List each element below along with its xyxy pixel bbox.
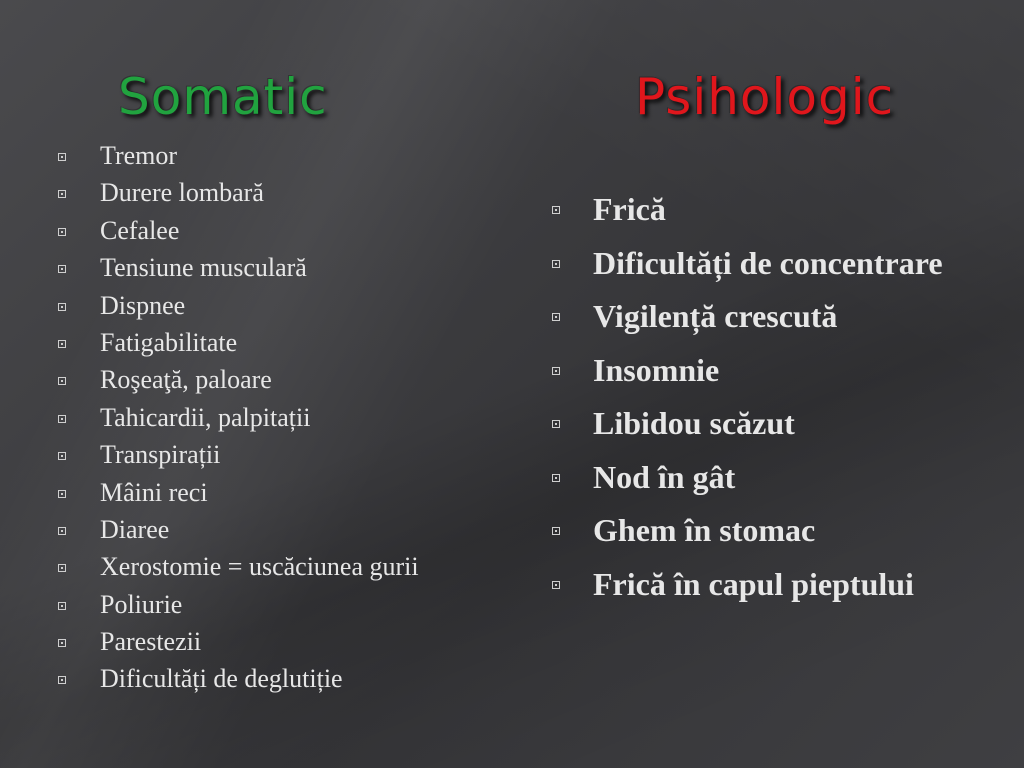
square-bullet-icon (552, 474, 560, 482)
list-item (58, 516, 478, 544)
list-item-text: Frică în capul pieptului (593, 565, 914, 602)
list-item (552, 349, 992, 391)
list-item-text: Durere lombară (100, 178, 264, 208)
square-bullet-icon (552, 527, 560, 535)
square-bullet-icon (58, 564, 66, 572)
square-bullet-icon (552, 581, 560, 589)
square-bullet-icon (58, 265, 66, 273)
list-item-text: Transpirații (100, 440, 221, 470)
list-item-text: Xerostomie = uscăciunea gurii (100, 552, 419, 582)
square-bullet-icon (552, 367, 560, 375)
list-item (58, 591, 478, 619)
square-bullet-icon (58, 153, 66, 161)
square-bullet-icon (58, 303, 66, 311)
list-item (552, 509, 992, 551)
list-item (552, 188, 992, 230)
list-item (58, 292, 478, 320)
list-item-text: Roşeaţă, paloare (100, 365, 272, 395)
list-item (58, 479, 478, 507)
list-item-text: Parestezii (100, 627, 202, 657)
list-item (552, 402, 992, 444)
list-item (58, 404, 478, 432)
list-item-text: Dispnee (100, 290, 186, 320)
list-item-text: Tensiune musculară (100, 253, 307, 283)
list-item (552, 242, 992, 284)
list-item-text: Dificultăți de concentrare (593, 244, 943, 281)
list-item-text: Nod în gât (593, 458, 736, 495)
square-bullet-icon (552, 260, 560, 268)
list-item (58, 366, 478, 394)
list-item-text: Mâini reci (100, 477, 208, 507)
list-item-text: Tremor (100, 141, 178, 170)
square-bullet-icon (552, 420, 560, 428)
list-item-text: Vigilență crescută (593, 298, 838, 334)
list-item-text: Libidou scăzut (593, 405, 795, 441)
square-bullet-icon (58, 415, 66, 423)
square-bullet-icon (58, 377, 66, 385)
list-item (58, 179, 478, 207)
list-item-text: Fatigabilitate (100, 327, 238, 357)
square-bullet-icon (58, 676, 66, 684)
list-item (552, 295, 992, 337)
list-item-text: Poliurie (100, 589, 183, 619)
somatic-heading: Somatic (118, 68, 328, 126)
list-item (552, 563, 992, 605)
square-bullet-icon (58, 190, 66, 198)
list-item-text: Dificultăți de deglutiție (100, 664, 343, 694)
square-bullet-icon (552, 313, 560, 321)
list-item (58, 628, 478, 656)
square-bullet-icon (58, 602, 66, 610)
square-bullet-icon (58, 490, 66, 498)
square-bullet-icon (58, 639, 66, 647)
list-item (58, 217, 478, 245)
somatic-symptom-list (58, 142, 478, 703)
list-item (58, 254, 478, 282)
list-item (552, 456, 992, 498)
list-item (58, 553, 478, 581)
list-item-text: Tahicardii, palpitații (100, 402, 311, 432)
square-bullet-icon (58, 228, 66, 236)
square-bullet-icon (552, 206, 560, 214)
psihologic-heading: Psihologic (635, 68, 895, 126)
list-item (58, 441, 478, 469)
list-item-text: Insomnie (593, 351, 720, 388)
list-item-text: Diaree (100, 514, 170, 544)
list-item (58, 142, 478, 170)
list-item (58, 329, 478, 357)
list-item-text: Ghem în stomac (593, 512, 816, 548)
square-bullet-icon (58, 527, 66, 535)
square-bullet-icon (58, 340, 66, 348)
psihologic-symptom-list (552, 188, 992, 616)
list-item-text: Cefalee (100, 215, 180, 245)
list-item (58, 665, 478, 693)
list-item-text: Frică (593, 191, 666, 227)
square-bullet-icon (58, 452, 66, 460)
